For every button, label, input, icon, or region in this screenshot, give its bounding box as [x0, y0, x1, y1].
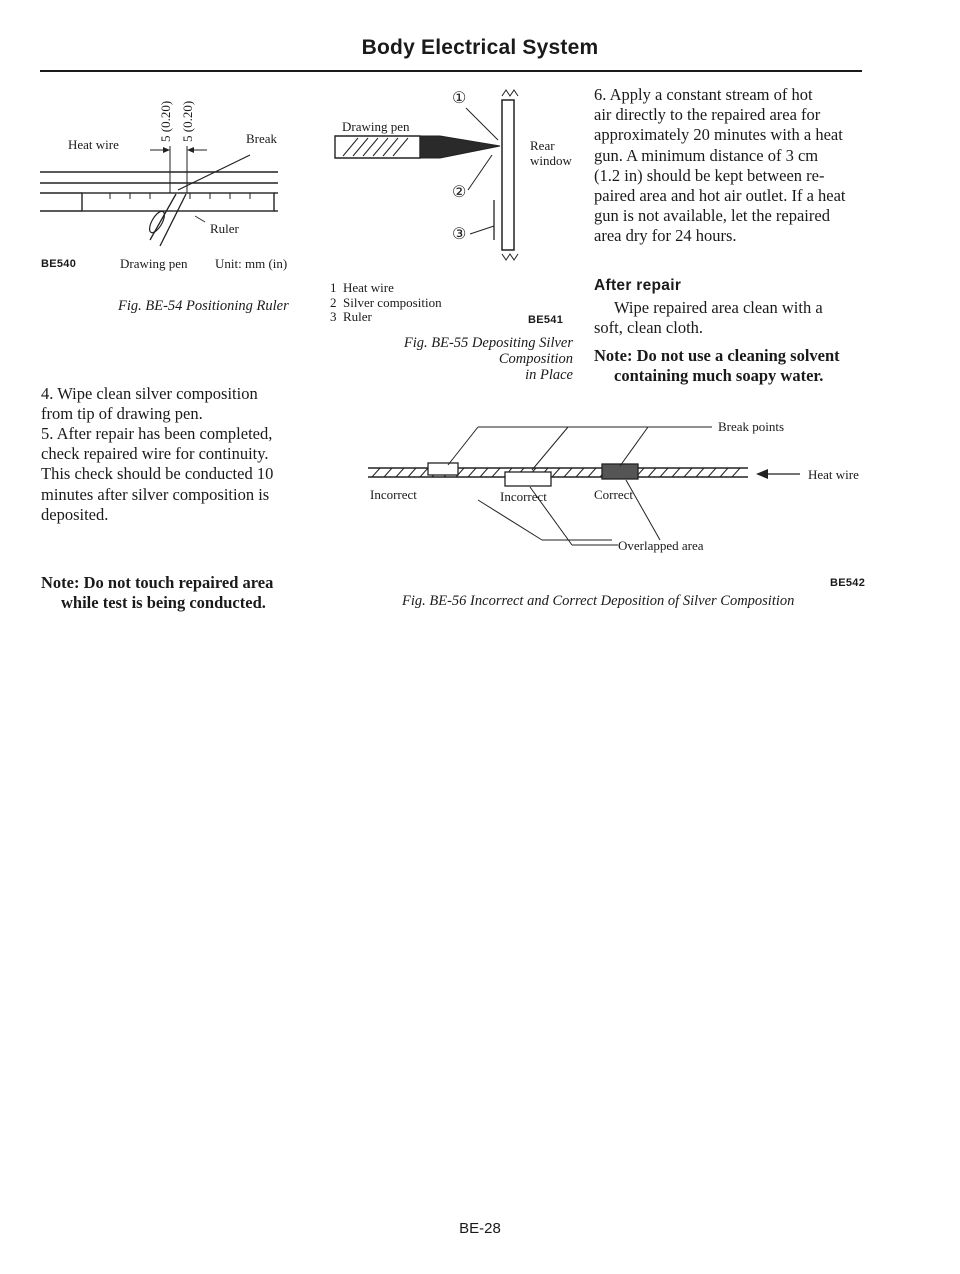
- fig55-legend-item: 3 Ruler: [330, 309, 372, 324]
- step-6-line: approximately 20 minutes with a heat: [594, 125, 843, 145]
- fig55-caption-line: in Place: [525, 367, 573, 383]
- step-6-line: gun is not available, let the repaired: [594, 206, 830, 226]
- fig56-overlapped-label: Overlapped area: [618, 538, 704, 553]
- fig54-heat-wire-label: Heat wire: [68, 137, 119, 152]
- fig55-callout-1: ①: [452, 90, 467, 107]
- step-6-line: paired area and hot air outlet. If a heat: [594, 186, 846, 206]
- fig55-rear-window-line: window: [530, 153, 572, 168]
- step-5-line: minutes after silver composition is: [41, 484, 270, 504]
- step-6-line: 6. Apply a constant stream of hot: [594, 85, 813, 104]
- fig56-code: BE542: [830, 577, 866, 589]
- fig54-caption: Fig. BE-54 Positioning Ruler: [118, 298, 289, 314]
- step-5-line: 5. After repair has been completed,: [41, 424, 273, 443]
- fig55-rear-window-line: Rear: [530, 138, 555, 153]
- fig55-legend-item: 2 Silver composition: [330, 294, 442, 310]
- note-left-line: Note: Do not touch repaired area: [41, 573, 274, 592]
- fig55-callout-2: ②: [452, 184, 467, 201]
- page-title: Body Electrical System: [361, 36, 599, 59]
- fig56-heat-wire-label: Heat wire: [808, 467, 859, 482]
- page-number: BE-28: [459, 1220, 501, 1237]
- after-repair-heading: After repair: [594, 277, 682, 294]
- fig54-code: BE540: [41, 258, 77, 270]
- fig56-caption: Fig. BE-56 Incorrect and Correct Deposition of Silver Composition: [402, 593, 795, 609]
- step-5-line: This check should be conducted 10: [41, 464, 274, 484]
- fig56-incorrect-mid-label: Incorrect: [500, 489, 547, 504]
- fig56-correct-label: Correct: [594, 487, 633, 502]
- fig55-caption-line: Composition: [498, 351, 573, 367]
- fig55-caption-line: Fig. BE-55 Depositing Silver: [403, 335, 573, 351]
- note-right-line: Note: Do not use a cleaning solvent: [594, 346, 840, 365]
- fig55-legend-item: 1 Heat wire: [330, 280, 394, 295]
- fig54-break-label: Break: [246, 131, 278, 146]
- step-5-line: check repaired wire for continuity.: [41, 444, 269, 464]
- after-repair-line: Wipe repaired area clean with a: [614, 298, 823, 317]
- fig56-incorrect-left-label: Incorrect: [370, 487, 417, 502]
- note-left-line: while test is being conducted.: [61, 593, 266, 613]
- fig55-callout-3: ③: [452, 226, 467, 243]
- fig55-drawing-pen-label: Drawing pen: [342, 119, 410, 134]
- fig55-code: BE541: [528, 314, 564, 326]
- step-4-line: 4. Wipe clean silver composition: [41, 384, 258, 403]
- after-repair-line: soft, clean cloth.: [594, 318, 704, 338]
- fig54-unit-label: Unit: mm (in): [215, 256, 288, 271]
- fig54-dim-left: 5 (0.20): [158, 100, 173, 142]
- note-right-line: containing much soapy water.: [614, 366, 824, 386]
- fig54-ruler-label: Ruler: [210, 221, 239, 236]
- step-4-line: from tip of drawing pen.: [41, 404, 203, 424]
- fig54-dim-right: 5 (0.20): [180, 100, 195, 142]
- step-5-line: deposited.: [41, 504, 109, 524]
- fig56-break-points-label: Break points: [718, 419, 785, 434]
- step-6-line: air directly to the repaired area for: [594, 105, 821, 125]
- step-6-line: (1.2 in) should be kept between re-: [594, 165, 825, 185]
- step-6-line: area dry for 24 hours.: [594, 226, 737, 246]
- step-6-line: gun. A minimum distance of 3 cm: [594, 145, 819, 165]
- fig54-drawing-pen-label: Drawing pen: [120, 256, 188, 271]
